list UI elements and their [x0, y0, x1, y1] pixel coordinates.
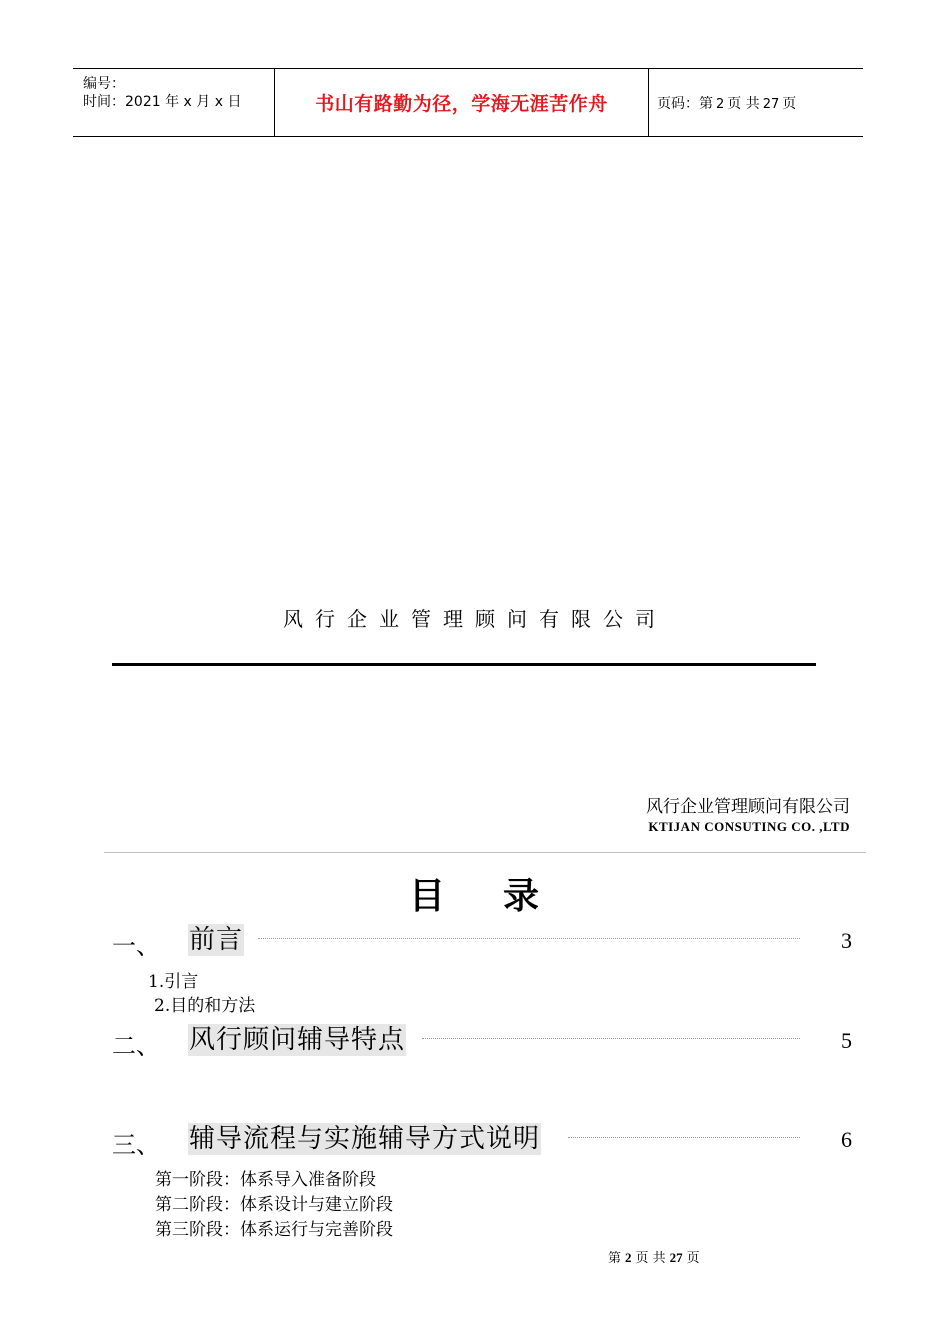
toc-sub-item[interactable]: 第一阶段：体系导入准备阶段 — [155, 1170, 376, 1190]
page-prefix: 页码：第 — [657, 95, 713, 112]
footer-prefix: 第 — [608, 1251, 622, 1266]
toc-entry-number: 二、 — [112, 1032, 160, 1060]
toc-sub-item[interactable]: 第三阶段：体系运行与完善阶段 — [155, 1220, 393, 1240]
toc-entry-title: 辅导流程与实施辅导方式说明 — [189, 1124, 541, 1154]
footer-total: 27 — [669, 1250, 683, 1265]
toc-leader-dots — [568, 1137, 800, 1138]
toc-title-left: 目 — [408, 875, 447, 917]
toc-leader-dots — [258, 938, 800, 939]
toc-entry-number: 一、 — [112, 932, 160, 960]
doc-time-label: 时间：2021 年 x 月 x 日 — [83, 94, 242, 110]
page-footer — [608, 1247, 700, 1266]
footer-mid: 页 共 — [635, 1251, 666, 1266]
page-mid: 页 共 — [727, 95, 760, 112]
header-page-cell — [649, 69, 863, 136]
page-total: 27 — [762, 96, 780, 112]
toc-sub-item[interactable]: 2.目的和方法 — [154, 996, 256, 1016]
company-name-en: KTIJAN CONSUTING CO. ,LTD — [648, 819, 850, 834]
cover-company-name: 风行企业管理顾问有限公司 — [283, 607, 667, 631]
toc-entry-title: 风行顾问辅导特点 — [189, 1025, 406, 1055]
cover-divider — [112, 663, 816, 666]
toc-entry[interactable] — [112, 1024, 852, 1060]
toc-entry-title: 前言 — [189, 925, 244, 955]
page-header — [73, 68, 863, 137]
header-meta-cell — [73, 69, 275, 136]
toc-entry-page: 6 — [841, 1127, 852, 1152]
toc-entry-number: 三、 — [112, 1131, 160, 1159]
toc-sub-item[interactable]: 第二阶段：体系设计与建立阶段 — [155, 1195, 393, 1215]
doc-code-label: 编号： — [83, 76, 125, 92]
page-suffix: 页 — [782, 95, 797, 112]
section-divider — [104, 852, 866, 853]
page-current: 2 — [716, 96, 725, 112]
toc-title-right: 录 — [503, 875, 542, 917]
toc-entry[interactable] — [112, 924, 852, 960]
header-page-number — [657, 93, 796, 113]
toc-title — [0, 868, 950, 919]
toc-entry-page: 3 — [841, 928, 852, 953]
toc-entry[interactable] — [112, 1123, 852, 1159]
toc-leader-dots — [422, 1038, 800, 1039]
footer-current: 2 — [625, 1250, 632, 1265]
toc-sub-item[interactable]: 1.引言 — [148, 972, 199, 992]
toc-entry-page: 5 — [841, 1028, 852, 1053]
footer-suffix: 页 — [686, 1251, 700, 1266]
company-name-cn: 风行企业管理顾问有限公司 — [646, 797, 850, 817]
header-motto-cell — [275, 69, 649, 136]
motto-text: 书山有路勤为径，学海无涯苦作舟 — [315, 93, 608, 115]
